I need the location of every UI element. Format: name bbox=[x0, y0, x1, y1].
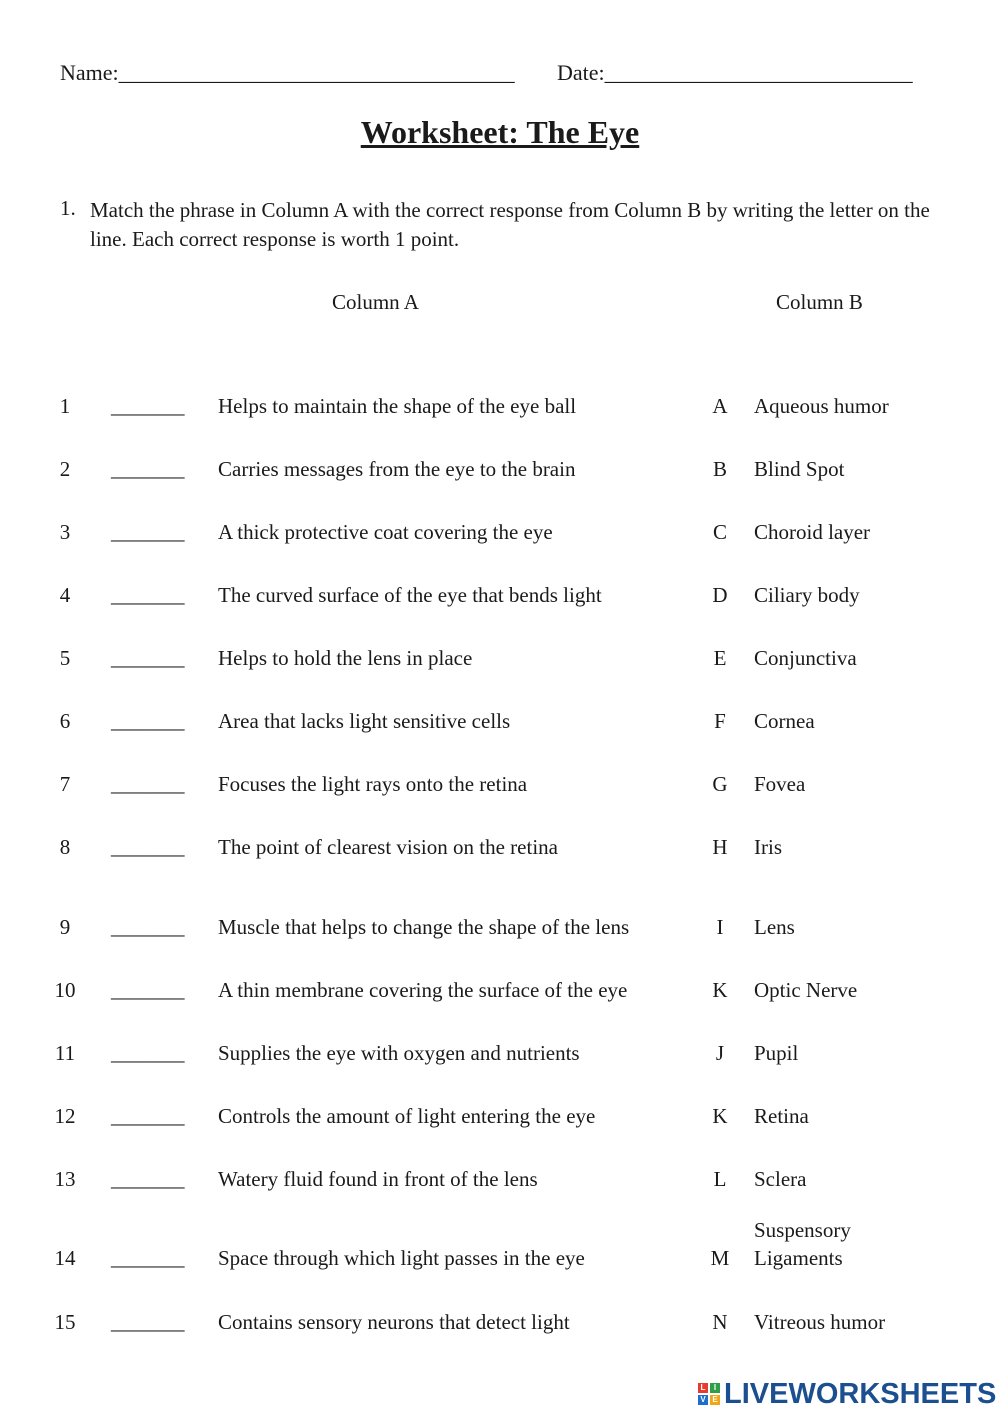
instructions: Match the phrase in Column A with the correct response from Column B by writing the letter on the line. Each correct response is worth 1 point. bbox=[90, 198, 930, 251]
answer-blank[interactable]: _______ bbox=[111, 709, 185, 733]
row-number: 8 bbox=[59, 835, 71, 859]
row-number: 9 bbox=[59, 915, 71, 939]
table-row bbox=[0, 835, 1000, 865]
date-field[interactable]: Date:____________________________ bbox=[557, 60, 913, 85]
choice-letter: L bbox=[713, 1167, 727, 1191]
row-number: 2 bbox=[59, 457, 71, 481]
liveworksheets-logo bbox=[698, 1378, 996, 1410]
table-row bbox=[0, 646, 1000, 676]
choice-term: Lens bbox=[754, 915, 795, 939]
choice-letter: I bbox=[716, 915, 724, 939]
logo-text: LIVEWORKSHEETS bbox=[724, 1377, 997, 1410]
answer-blank[interactable]: _______ bbox=[111, 915, 185, 939]
table-row bbox=[0, 520, 1000, 550]
phrase-text: Controls the amount of light entering the eye bbox=[218, 1104, 596, 1128]
choice-term: Conjunctiva bbox=[754, 646, 857, 670]
choice-term: Pupil bbox=[754, 1041, 799, 1065]
answer-blank[interactable]: _______ bbox=[111, 1041, 185, 1065]
row-number: 4 bbox=[59, 583, 71, 607]
table-row bbox=[0, 915, 1000, 945]
choice-letter: G bbox=[712, 772, 728, 796]
phrase-text: A thin membrane covering the surface of the eye bbox=[218, 978, 628, 1002]
logo-tile: V bbox=[698, 1395, 708, 1405]
row-number: 6 bbox=[59, 709, 71, 733]
phrase-text: The point of clearest vision on the retina bbox=[218, 835, 558, 859]
table-row bbox=[0, 1310, 1000, 1340]
phrase-text: Supplies the eye with oxygen and nutrients bbox=[218, 1041, 580, 1065]
answer-blank[interactable]: _______ bbox=[111, 1104, 185, 1128]
phrase-text: Area that lacks light sensitive cells bbox=[218, 709, 511, 733]
term-line-one: Suspensory bbox=[754, 1218, 851, 1242]
answer-blank[interactable]: _______ bbox=[111, 772, 185, 796]
logo-tile: I bbox=[710, 1383, 720, 1393]
choice-term: Blind Spot bbox=[754, 457, 845, 481]
page-title: Worksheet: The Eye bbox=[360, 114, 640, 150]
choice-term: Aqueous humor bbox=[754, 394, 889, 418]
choice-letter: H bbox=[712, 835, 728, 859]
choice-term: Retina bbox=[754, 1104, 809, 1128]
choice-term: Vitreous humor bbox=[754, 1310, 886, 1334]
table-row bbox=[0, 1167, 1000, 1197]
row-number: 11 bbox=[54, 1041, 76, 1065]
phrase-text: Carries messages from the eye to the brain bbox=[218, 457, 576, 481]
row-number: 7 bbox=[59, 772, 71, 796]
table-row bbox=[0, 394, 1000, 424]
phrase-text: Watery fluid found in front of the lens bbox=[218, 1167, 538, 1191]
row-number: 3 bbox=[59, 520, 71, 544]
choice-letter: J bbox=[715, 1041, 725, 1065]
answer-blank[interactable]: _______ bbox=[111, 1310, 185, 1334]
answer-blank[interactable]: _______ bbox=[111, 646, 185, 670]
choice-letter: M bbox=[710, 1246, 730, 1270]
name-field[interactable]: Name:____________________________________ bbox=[60, 60, 515, 85]
choice-letter: F bbox=[714, 709, 726, 733]
answer-blank[interactable]: _______ bbox=[111, 394, 185, 418]
logo-tile: L bbox=[698, 1383, 708, 1393]
choice-term: Ciliary body bbox=[754, 583, 860, 607]
table-row bbox=[0, 978, 1000, 1008]
row-number: 15 bbox=[54, 1310, 76, 1334]
column-b-heading: Column B bbox=[776, 290, 863, 314]
answer-blank[interactable]: _______ bbox=[111, 457, 185, 481]
phrase-text: Contains sensory neurons that detect light bbox=[218, 1310, 570, 1334]
choice-term: Sclera bbox=[754, 1167, 807, 1191]
table-row bbox=[0, 709, 1000, 739]
phrase-text: Helps to hold the lens in place bbox=[218, 646, 473, 670]
answer-blank[interactable]: _______ bbox=[111, 583, 185, 607]
choice-term: Cornea bbox=[754, 709, 815, 733]
logo-tile: E bbox=[710, 1395, 720, 1405]
choice-letter: K bbox=[712, 978, 728, 1002]
choice-term: Ligaments bbox=[754, 1246, 843, 1270]
phrase-text: A thick protective coat covering the eye bbox=[218, 520, 553, 544]
row-number: 10 bbox=[54, 978, 76, 1002]
table-row bbox=[0, 583, 1000, 613]
phrase-text: Space through which light passes in the eye bbox=[218, 1246, 585, 1270]
choice-letter: D bbox=[712, 583, 728, 607]
row-number: 1 bbox=[59, 394, 71, 418]
answer-blank[interactable]: _______ bbox=[111, 520, 185, 544]
answer-blank[interactable]: _______ bbox=[111, 1167, 185, 1191]
phrase-text: Focuses the light rays onto the retina bbox=[218, 772, 528, 796]
table-row bbox=[0, 1041, 1000, 1071]
choice-term: Iris bbox=[754, 835, 782, 859]
phrase-text: The curved surface of the eye that bends light bbox=[218, 583, 602, 607]
choice-term: Optic Nerve bbox=[754, 978, 858, 1002]
choice-letter: B bbox=[712, 457, 727, 481]
table-row bbox=[0, 457, 1000, 487]
choice-letter: E bbox=[713, 646, 727, 670]
row-number: 5 bbox=[59, 646, 71, 670]
phrase-text: Muscle that helps to change the shape of the lens bbox=[218, 915, 630, 939]
answer-blank[interactable]: _______ bbox=[111, 1246, 185, 1270]
row-number: 13 bbox=[54, 1167, 76, 1191]
column-a-heading: Column A bbox=[332, 290, 419, 314]
choice-term: Fovea bbox=[754, 772, 806, 796]
table-row bbox=[0, 772, 1000, 802]
choice-letter: K bbox=[712, 1104, 728, 1128]
choice-term: Choroid layer bbox=[754, 520, 871, 544]
table-row bbox=[0, 1104, 1000, 1134]
row-number: 12 bbox=[54, 1104, 76, 1128]
table-row bbox=[0, 1246, 1000, 1276]
choice-letter: A bbox=[712, 394, 728, 418]
row-number: 14 bbox=[54, 1246, 76, 1270]
phrase-text: Helps to maintain the shape of the eye ball bbox=[218, 394, 577, 418]
answer-blank[interactable]: _______ bbox=[111, 835, 185, 859]
answer-blank[interactable]: _______ bbox=[111, 978, 185, 1002]
liveworksheets-icon bbox=[698, 1383, 720, 1405]
choice-letter: C bbox=[712, 520, 727, 544]
choice-letter: N bbox=[712, 1310, 728, 1334]
question-number: 1. bbox=[60, 196, 76, 220]
